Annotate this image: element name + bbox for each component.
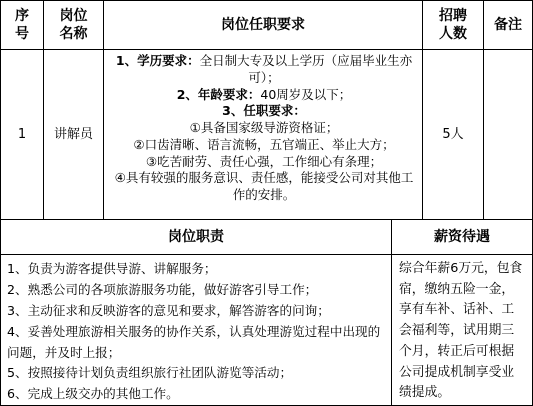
header-hiring-count-line2: 人数 [439,26,467,42]
duty-item: 5、按照接待计划负责组织旅行社团队游览等活动； [7,365,293,381]
header-position-name-line1: 岗位 [59,7,88,24]
req-text: 40周岁及以下； [260,86,352,102]
req-text: ③吃苦耐劳、责任心强，工作细心有条理； [145,153,383,169]
pay-header-label: 薪资待遇 [434,228,490,245]
req-line [110,103,418,120]
req-text: ①具备国家级导游资格证； [189,120,339,135]
duty-item: 1、负责为游客提供导游、讲解服务； [7,261,217,276]
req-label: 3、任职要求： [222,103,306,119]
header-remarks [483,0,533,50]
header-position-name-line2: 名称 [59,26,88,42]
header-requirements [103,0,423,50]
duties-header [0,219,392,255]
header-serial-number-line1: 序 [15,7,29,24]
req-line [110,120,418,137]
header-requirements-label: 岗位任职要求 [221,16,305,33]
pay-text: 综合年薪6万元，包食宿，缴纳五险一金，享有车补、话补、工会福利等，试用期三个月，转正后可根据公司提成机制享受业绩提成。 [399,261,523,401]
req-line [110,137,418,154]
req-label: 1、学历要求： [115,53,200,68]
req-text: ②口齿清晰、语言流畅，五官端正、举止大方； [133,136,395,152]
row-hiring-count [422,49,484,220]
duty-item: 2、熟悉公司的各项旅游服务功能，做好游客引导工作； [7,281,318,297]
req-line [110,154,418,171]
req-line [110,170,418,204]
pay-header [391,219,533,255]
header-hiring-count-line1: 招聘 [439,7,467,24]
row-serial-number [0,49,44,220]
req-text: 全日制大专及以上学历（应届毕业生亦可）； [199,53,413,85]
header-serial-number [0,0,44,50]
pay-body [391,254,533,406]
duty-item: 3、主动征求和反映游客的意见和要求，解答游客的问询； [7,302,330,318]
req-line [110,53,418,87]
req-label: 2、年龄要求： [176,86,261,102]
row-remarks [483,49,533,220]
position-name-value: 讲解员 [53,126,93,142]
req-text: ④具有较强的服务意识、责任感，能接受公司对其他工作的安排。 [114,170,414,202]
header-serial-number-line2: 号 [15,26,29,42]
duties-header-label: 岗位职责 [168,228,224,245]
header-position-name [43,0,104,50]
hiring-count-value: 5人 [442,126,464,142]
header-remarks-label: 备注 [494,16,522,33]
serial-number-value: 1 [17,126,27,142]
duties-body [0,254,392,406]
row-requirements [103,49,423,220]
req-line [110,87,418,104]
row-position-name [43,49,104,220]
duty-item: 4、妥善处理旅游相关服务的协作关系，认真处理游览过程中出现的问题，并及时上报； [7,323,381,360]
duty-item: 6、完成上级交办的其他工作。 [7,386,179,402]
header-hiring-count [422,0,484,50]
